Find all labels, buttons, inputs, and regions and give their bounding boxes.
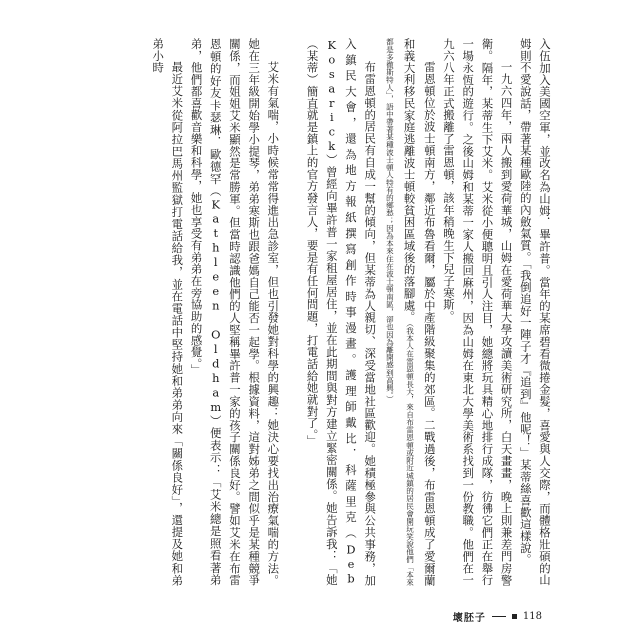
paragraph xyxy=(148,38,186,586)
paragraph-text: 一九六四年，兩人搬到愛荷華城，山姆在愛荷華大學攻讀美術研究所，白天畫畫，晚上則兼差門房警衛。隔年，某蒂生下艾米。艾米從小便聰明且引人注目，她總將玩具精心地排行成隊，彷彿它們正在舉行一場永恆的遊行。之後山姆和某蒂一家人搬回麻州，因為山姆在東北大學美術系找到一份教職。他們在一九六八年正式搬離了雷恩頓，該年稍晚生下兒子寒斯。 xyxy=(441,38,514,586)
paragraph-text: 最近艾米從阿拉巴馬州監獄打電話給我，並在電話中堅持她和弟弟向來「關係良好」，還提及她和弟弟小時 xyxy=(151,38,185,586)
paragraph-text: 雷恩頓位於波士頓南方，鄰近布魯看爾，屬於中產階級聚集的郊區。二戰過後，布雷恩頓成了愛爾蘭和義大利移民家庭逃離波士頓較貧困區域後的落腳處。 xyxy=(402,38,437,586)
paragraph-text: 艾米有氣喘，小時候常常得進出急診室，但也引發她對科學的興趣：她決心要找出治療氣喘的方法。她在三年級開始學小提琴，弟弟寒斯也跟爸媽自己能否一起學。根據資料，這對姊弟之間似乎是某種競爭關係，而姐姐艾米顯然是常勝軍。但當時認識他們的人堅稱畢許普一家的孩子關係良好。譬如艾米在布雷恩頓的好友卡瑟琳．歐德罕（Kathleen Oldham）便表示：「艾米總是照看著弟弟，他們都喜歡音樂和科學，她也享受有弟弟在旁協助的感覺。」 xyxy=(189,38,281,586)
paragraph-text: 入伍加入美國空軍，並改名為山姆．畢許普。當年的某席碧看微捲金髮，喜愛與人交際，而體格壯碩的山姆則不愛說話，帶著某種歐陸的內斂氣質。「我倒追好一陣子才『追到』他呢！」某蒂絲喜歡這樣說。 xyxy=(518,38,552,586)
running-title: 壞胚子 xyxy=(452,613,486,624)
footer-square-ornament xyxy=(512,614,517,619)
page-footer xyxy=(453,609,542,624)
paragraph xyxy=(302,38,379,586)
paragraph xyxy=(379,38,439,586)
paragraph xyxy=(186,38,282,586)
page-number: 118 xyxy=(522,611,542,622)
paragraph xyxy=(439,38,516,586)
inline-note: （我本人在雷恩頓長大，來自布雷恩頓或附近城鎮的居民會開玩笑說他們「本來都是多徹斯特人」，語中帶著某種波士頓人特有的鄉愁；因為本來住在波士頓南區，卻也因為離開感到高興。） xyxy=(385,38,415,586)
body-text xyxy=(86,38,554,586)
footer-rule xyxy=(492,616,506,617)
paragraph-text: 布雷恩頓的居民有自成一幫的傾向，但某蒂為人親切、深受當地社區歡迎。她積極參與公共事務，加入鎮民大會，還為地方報紙撰寫創作時事漫畫。護理師戴比．科薩里克（Deb Kosarick）曾經向畢許普一家租屋居住，並在此期間與對方建立緊密關係。她告訴我：「她（某蒂）簡直就是鎮上的官方發言人，要是有任何問題，打電話給她就對了。」 xyxy=(305,38,378,586)
paragraph xyxy=(516,38,554,586)
